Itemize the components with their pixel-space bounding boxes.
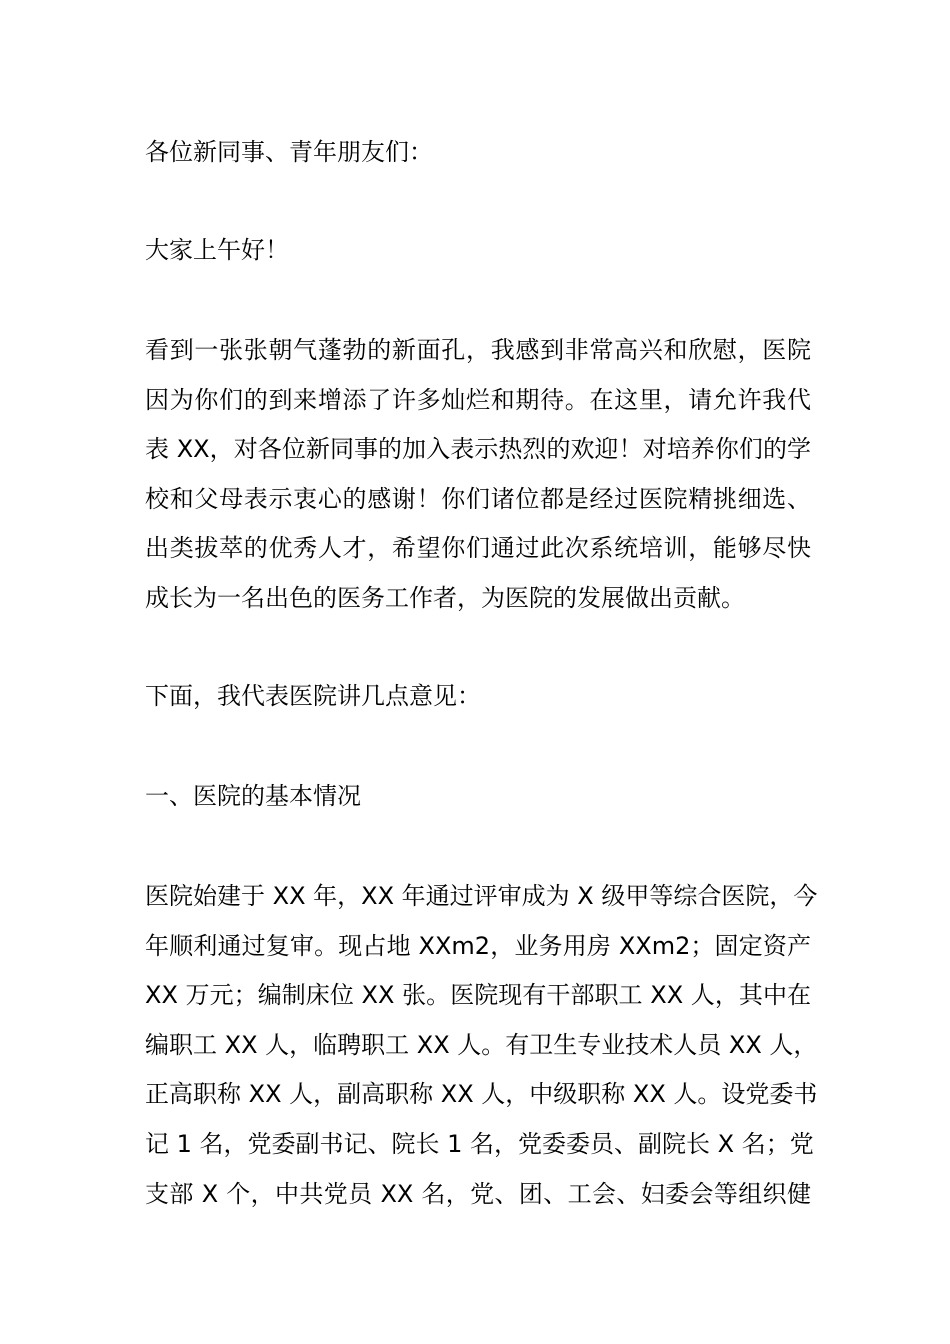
paragraph-line: 因为你们的到来增添了许多灿烂和期待。在这里，请允许我代 [145,385,811,414]
welcome-paragraph [145,326,811,624]
paragraph-line: XX 万元；编制床位 XX 张。医院现有干部职工 XX 人，其中在 [145,981,811,1010]
paragraph-line: 支部 X 个，中共党员 XX 名，党、团、工会、妇委会等组织健 [145,1179,811,1208]
paragraph-line: 出类拔萃的优秀人才，希望你们通过此次系统培训，能够尽快 [145,534,811,563]
paragraph-line: 记 1 名，党委副书记、院长 1 名，党委委员、副院长 X 名；党 [145,1129,814,1158]
paragraph-line: 医院始建于 XX 年，XX 年通过评审成为 X 级甲等综合医院，今 [145,882,818,910]
greeting-line: 大家上午好！ [145,236,289,264]
paragraph-line: 看到一张张朝气蓬勃的新面孔，我感到非常高兴和欣慰，医院 [145,336,811,364]
paragraph-line: 校和父母表示衷心的感谢！你们诸位都是经过医院精挑细选、 [145,484,811,513]
paragraph-line: 年顺利通过复审。现占地 XXm2，业务用房 XXm2；固定资产 [145,931,811,960]
paragraph-line: 成长为一名出色的医务工作者，为医院的发展做出贡献。 [145,583,745,612]
hospital-overview-paragraph [145,872,818,1219]
paragraph-line: 编职工 XX 人，临聘职工 XX 人。有卫生专业技术人员 XX 人， [145,1030,818,1059]
paragraph-line: 正高职称 XX 人，副高职称 XX 人，中级职称 XX 人。设党委书 [145,1080,818,1109]
paragraph-line: 表 XX，对各位新同事的加入表示热烈的欢迎！对培养你们的学 [145,435,811,464]
salutation: 各位新同事、青年朋友们： [145,138,433,166]
section-heading: 一、医院的基本情况 [145,782,361,810]
transition-line: 下面，我代表医院讲几点意见： [145,682,481,710]
